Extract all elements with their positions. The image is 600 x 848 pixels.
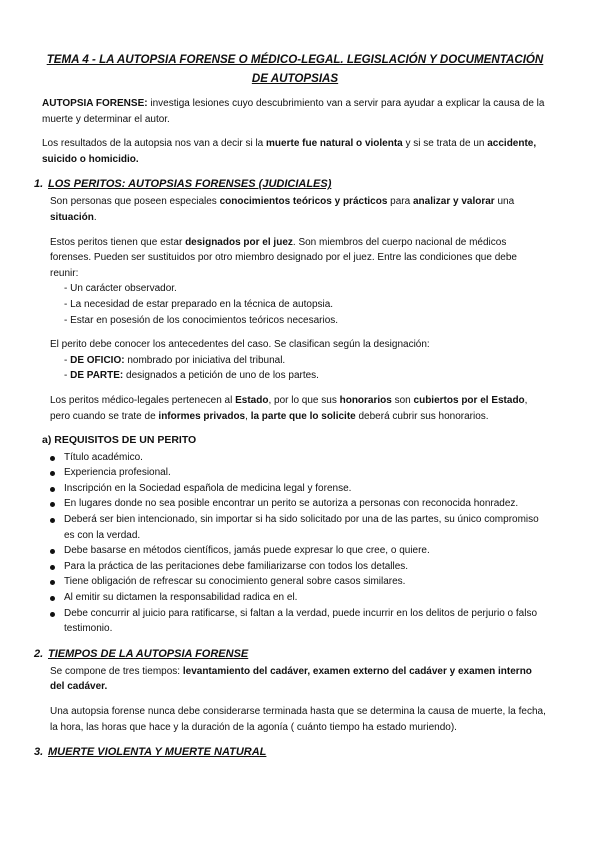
conditions-list	[50, 281, 548, 328]
list-item	[64, 353, 548, 369]
text-run: Se compone de tres tiempos:	[50, 665, 183, 677]
bold-run: situación	[50, 211, 94, 223]
list-item: - Un carácter observador.	[64, 281, 548, 297]
bold-run: designados por el juez	[185, 236, 293, 248]
list-item: Tiene obligación de refrescar su conocimiento general sobre casos similares.	[64, 574, 548, 590]
document-title: TEMA 4 - LA AUTOPSIA FORENSE O MÉDICO-LEGAL. LEGISLACIÓN Y DOCUMENTACIÓN DE AUTOPSIAS	[46, 53, 544, 85]
section-2-heading	[34, 646, 548, 662]
requisitos-subheading: a) REQUISITOS DE UN PERITO	[42, 434, 197, 447]
text-run: nombrado por iniciativa del tribunal.	[124, 354, 286, 366]
text-run: designados a petición de uno de los partes.	[123, 370, 319, 382]
text-run: para	[387, 196, 413, 208]
intro-paragraph	[42, 136, 548, 167]
requirements-list	[42, 450, 548, 637]
bold-run: accidente, suicido o homicidio.	[42, 138, 537, 165]
text-run: . Son miembros del cuerpo nacional de médicos forenses. Pueden ser sustituidos por otro miembro designado por el juez. Entre las condiciones que debe reunir:	[50, 236, 517, 279]
section-1-heading	[34, 176, 548, 192]
list-item: En lugares donde no sea posible encontrar un perito se autoriza a personas con reconocida honradez.	[64, 496, 548, 512]
list-item: Inscripción en la Sociedad española de medicina legal y forense.	[64, 481, 548, 497]
bold-run: DE PARTE:	[70, 370, 124, 382]
bold-run: DE OFICIO:	[70, 354, 125, 366]
section-number: 2.	[34, 647, 44, 660]
text-run: , por lo que sus	[268, 394, 340, 406]
text-run: ,	[245, 410, 251, 422]
section-title: LOS PERITOS: AUTOPSIAS FORENSES (JUDICIALES)	[48, 178, 332, 191]
section-title: TIEMPOS DE LA AUTOPSIA FORENSE	[48, 647, 249, 660]
definition-term: AUTOPSIA FORENSE:	[42, 98, 148, 109]
section-3-heading	[34, 744, 548, 760]
section-title: MUERTE VIOLENTA Y MUERTE NATURAL	[48, 746, 267, 759]
section-number: 3.	[34, 746, 44, 759]
list-item: Para la práctica de las peritaciones debe familiarizarse con todos los detalles.	[64, 559, 548, 575]
list-item: Al emitir su dictamen la responsabilidad radica en el.	[64, 590, 548, 606]
list-item: Debe concurrir al juicio para ratificarse, si faltan a la verdad, puede incurrir en los delitos de perjurio o falso testimonio.	[64, 606, 548, 637]
terminada-paragraph: Una autopsia forense nunca debe considerarse terminada hasta que se determina la causa de muerte, la fecha, la hora, las horas que hace y la duración de la agonía ( cuánto tiempo ha estado muriendo).	[50, 706, 546, 733]
bold-run: levantamiento del cadáver, examen externo del cadáver y examen interno del cadáver.	[50, 665, 532, 693]
text-run: son	[391, 394, 414, 406]
bold-run: honorarios	[339, 394, 392, 406]
bold-run: Estado	[235, 394, 269, 406]
text-run: Son personas que poseen especiales	[50, 196, 220, 208]
list-item: Experiencia profesional.	[64, 465, 548, 481]
list-item	[64, 368, 548, 384]
peritos-definition	[50, 194, 548, 225]
tiempos-paragraph	[50, 664, 548, 695]
peritos-designation-paragraph	[50, 235, 548, 282]
section-number: 1.	[34, 178, 44, 191]
list-item: Deberá ser bien intencionado, sin importar si ha sido solicitado por una de las partes, su único compromiso es con la verdad.	[64, 512, 548, 543]
text-run: Estos peritos tienen que estar	[50, 236, 186, 248]
bold-run: conocimientos teóricos y prácticos	[219, 196, 388, 208]
text-run: deberá cubrir sus honorarios.	[355, 410, 489, 422]
list-item: Título académico.	[64, 450, 548, 466]
text-run: , pero cuando se trate de	[50, 394, 528, 422]
text-run: Los peritos médico-legales pertenecen al	[50, 394, 236, 406]
definition-text: investiga lesiones cuyo descubrimiento van a servir para ayudar a explicar la causa de la muerte y determinar el autor.	[42, 98, 545, 125]
text-run: .	[93, 211, 97, 223]
designation-list	[50, 353, 548, 384]
bold-run: muerte fue natural o violenta	[266, 138, 403, 150]
list-item: Debe basarse en métodos científicos, jamás puede expresar lo que cree, o quiere.	[64, 543, 548, 559]
text-run: Los resultados de la autopsia nos van a decir si la	[42, 138, 267, 150]
antecedentes-paragraph: El perito debe conocer los antecedentes del caso. Se clasifican según la designación:	[50, 339, 430, 351]
section-2-body	[50, 664, 548, 735]
honorarios-paragraph	[50, 393, 548, 424]
bold-run: la parte que lo solicite	[250, 410, 356, 422]
intro-definition	[42, 96, 548, 127]
list-item: - La necesidad de estar preparado en la técnica de autopsia.	[64, 297, 548, 313]
bold-run: informes privados	[158, 410, 246, 422]
bold-run: cubiertos por el Estado	[413, 394, 525, 406]
section-1-body	[50, 194, 548, 424]
text-run: una	[494, 196, 515, 208]
bold-run: analizar y valorar	[412, 196, 495, 208]
list-item: - Estar en posesión de los conocimientos teóricos necesarios.	[64, 313, 548, 329]
text-run: y si se trata de un	[402, 138, 488, 150]
